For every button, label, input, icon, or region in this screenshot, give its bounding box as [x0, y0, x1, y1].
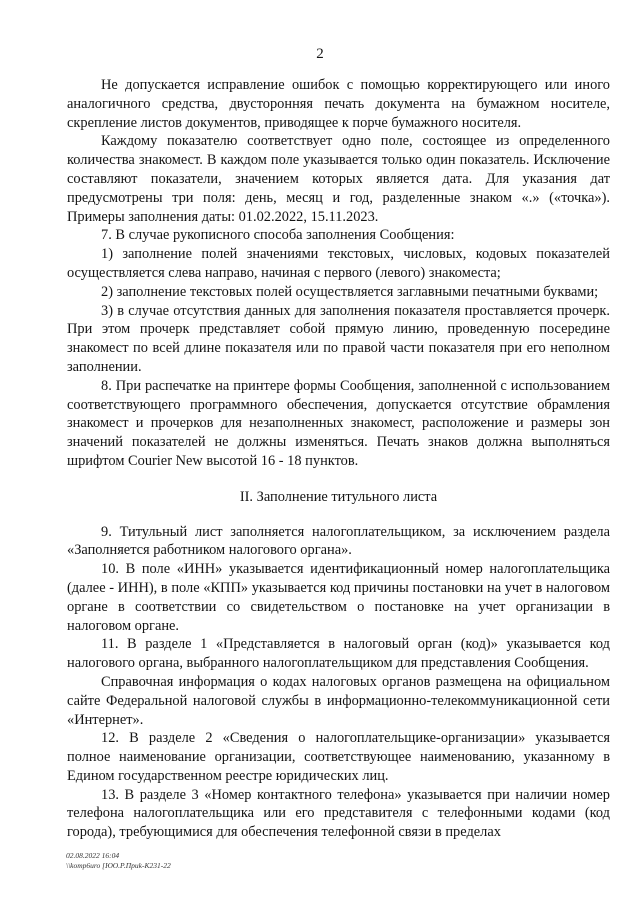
paragraph-item-9: 9. Титульный лист заполняется налогоплательщиком, за исключением раздела «Заполняется работником налогового органа». [67, 523, 610, 559]
paragraph-item-7-3: 3) в случае отсутствия данных для заполнения показателя проставляется прочерк. При этом прочерк представляет собой прямую линию, проведенную посередине знакомест по всей длине показателя или по правой части показателя при его неполном заполнении. [67, 302, 610, 375]
paragraph-item-7-2: 2) заполнение текстовых полей осуществляется заглавными печатными буквами; [101, 283, 599, 300]
page-number: 2 [316, 46, 324, 62]
paragraph-item-12: 12. В разделе 2 «Сведения о налогоплательщике-организации» указывается полное наименование организации, соответствующее наименованию, указанному в Едином государственном реестре юридических лиц. [67, 730, 610, 784]
paragraph-item-8: 8. При распечатке на принтере формы Сообщения, заполненной с использованием соответствующего программного обеспечения, допускается отсутствие обрамления знакомест и прочерков для незаполненных знакомест, расположение и размеры зон значений показателей не должны изменяться. Печать знаков должна выполняться шрифтом Courier New высотой 16 - 18 пунктов. [67, 377, 610, 469]
paragraph-item-7-1: 1) заполнение полей значениями текстовых, числовых, кодовых показателей осуществляется слева направо, начиная с первого (левого) знакоместа; [67, 246, 610, 281]
paragraph-reference-info: Справочная информация о кодах налоговых органов размещена на официальном сайте Федеральной налоговой службы в информационно-телекоммуникационной сети «Интернет». [67, 673, 610, 728]
paragraph-item-7: 7. В случае рукописного способа заполнения Сообщения: [101, 227, 455, 244]
document-body [67, 76, 610, 842]
paragraph-item-13: 13. В разделе 3 «Номер контактного телефона» указывается при наличии номер телефона налогоплательщика или его представителя с телефонными кодами (код города), требующимися для обеспечения телефонной связи в пределах [67, 786, 610, 841]
section-heading: II. Заполнение титульного листа [239, 488, 438, 505]
document-footer [66, 851, 171, 871]
paragraph-correction-rules: Не допускается исправление ошибок с помощью корректирующего или иного аналогичного средства, двусторонняя печать документа на бумажном носителе, скрепление листов документов, приводящее к порче бумажного носителя. [67, 77, 610, 131]
paragraph-item-10: 10. В поле «ИНН» указывается идентификационный номер налогоплательщика (далее - ИНН), в поле «КПП» указывается код причины постановки на учет в налоговом органе в соответствии со свидетельством о постановке на учет организации в налоговом органе. [67, 561, 610, 634]
footer-file-path: \\komp6uro [ЮО.Р.Приk-K231-22 [66, 861, 171, 870]
paragraph-item-11: 11. В разделе 1 «Представляется в налоговый орган (код)» указывается код налогового органа, выбранного налогоплательщиком для представления Сообщения. [67, 636, 610, 672]
footer-timestamp: 02.08.2022 16:04 [66, 851, 120, 860]
paragraph-field-rules: Каждому показателю соответствует одно поле, состоящее из определенного количества знакомест. В каждом поле указывается только один показатель. Исключение составляют показатели, значением которых является дата. Для указания дат предусмотрены три поля: день, месяц и год, разделенные знаком «.» («точка»). Примеры заполнения даты: 01.02.2022, 15.11.2023. [67, 133, 610, 225]
